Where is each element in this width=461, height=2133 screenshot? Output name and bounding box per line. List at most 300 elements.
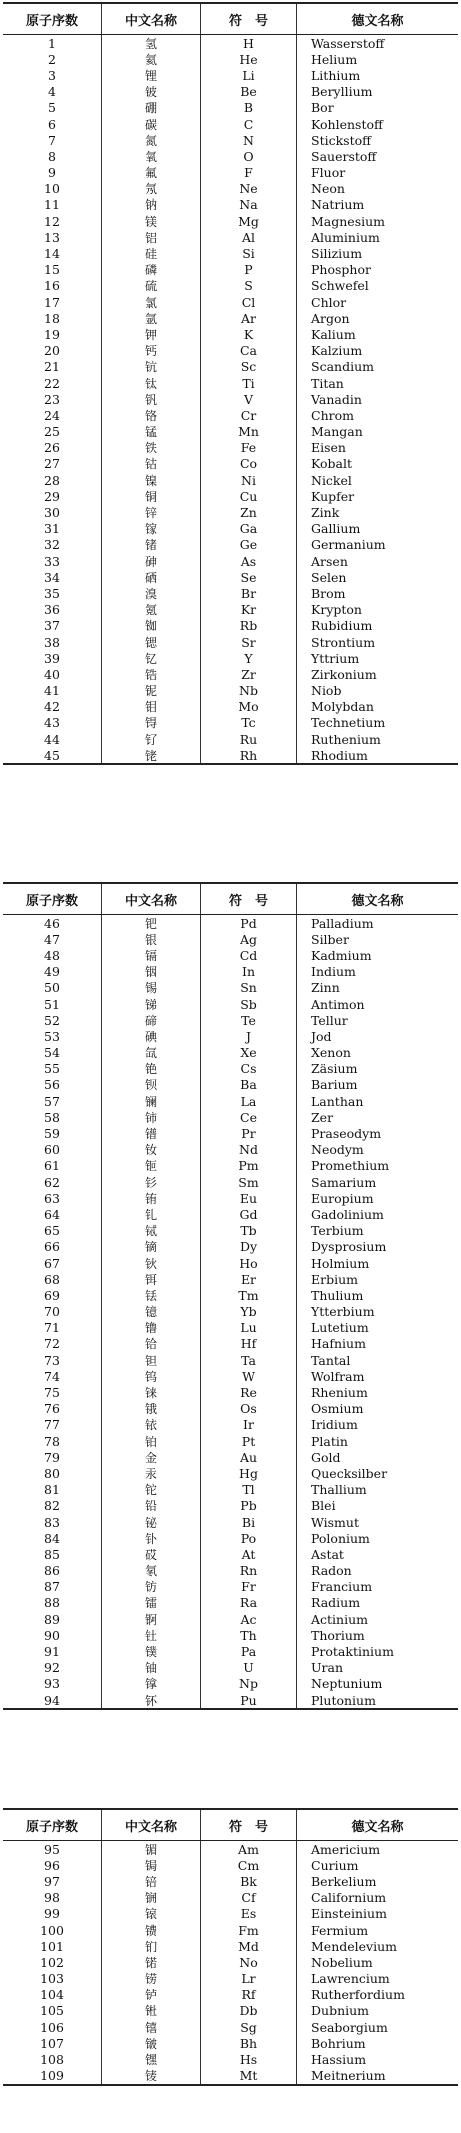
german-name-cell: Curium bbox=[311, 1857, 359, 1873]
german-name-cell: Kobalt bbox=[311, 456, 353, 472]
chinese-name-cell: 铱 bbox=[102, 1417, 201, 1433]
table-row bbox=[3, 1223, 458, 1239]
table-row bbox=[3, 980, 458, 996]
german-name-cell: Dysprosium bbox=[311, 1239, 387, 1255]
symbol-cell: Ca bbox=[201, 343, 297, 359]
symbol-cell: Re bbox=[201, 1384, 297, 1400]
atomic-number-cell: 35 bbox=[3, 585, 102, 601]
german-name-cell: Silizium bbox=[311, 246, 363, 262]
chinese-name-cell: 钬 bbox=[102, 1255, 201, 1271]
atomic-number-cell: 55 bbox=[3, 1061, 102, 1077]
german-name-cell: Schwefel bbox=[311, 278, 369, 294]
german-name-cell: Eisen bbox=[311, 440, 346, 456]
german-name-cell: Rubidium bbox=[311, 618, 373, 634]
german-name-cell: Silber bbox=[311, 931, 349, 947]
table-header-row bbox=[3, 884, 458, 915]
german-name-cell: Lithium bbox=[311, 67, 361, 83]
symbol-cell: N bbox=[201, 132, 297, 148]
german-name-cell: Zinn bbox=[311, 980, 340, 996]
atomic-number-cell: 97 bbox=[3, 1873, 102, 1889]
table-row bbox=[3, 569, 458, 585]
german-name-cell: Rutherfordium bbox=[311, 1987, 405, 2003]
symbol-cell: Br bbox=[201, 585, 297, 601]
atomic-number-cell: 51 bbox=[3, 996, 102, 1012]
atomic-number-cell: 34 bbox=[3, 569, 102, 585]
table-row bbox=[3, 1158, 458, 1174]
chinese-name-cell: 锘 bbox=[102, 1954, 201, 1970]
atomic-number-cell: 22 bbox=[3, 375, 102, 391]
symbol-cell: Mg bbox=[201, 213, 297, 229]
atomic-number-cell: 106 bbox=[3, 2019, 102, 2035]
symbol-cell: Ho bbox=[201, 1255, 297, 1271]
german-name-cell: Zer bbox=[311, 1109, 334, 1125]
table-row bbox=[3, 1239, 458, 1255]
chinese-name-cell: 钴 bbox=[102, 456, 201, 472]
symbol-cell: Zn bbox=[201, 504, 297, 520]
atomic-number-cell: 39 bbox=[3, 650, 102, 666]
chinese-name-cell: 钪 bbox=[102, 359, 201, 375]
symbol-cell: Cf bbox=[201, 1890, 297, 1906]
atomic-number-cell: 100 bbox=[3, 1922, 102, 1938]
table-row bbox=[3, 391, 458, 407]
chinese-name-cell: 钋 bbox=[102, 1530, 201, 1546]
german-name-cell: Stickstoff bbox=[311, 132, 372, 148]
german-name-cell: Rhodium bbox=[311, 747, 368, 763]
chinese-name-cell: 铀 bbox=[102, 1660, 201, 1676]
symbol-cell: Y bbox=[201, 650, 297, 666]
chinese-name-cell: 钾 bbox=[102, 326, 201, 342]
atomic-number-cell: 56 bbox=[3, 1077, 102, 1093]
table-row bbox=[3, 440, 458, 456]
symbol-cell: Cu bbox=[201, 488, 297, 504]
chinese-name-cell: 镨 bbox=[102, 1125, 201, 1141]
atomic-number-cell: 45 bbox=[3, 747, 102, 763]
table-row bbox=[3, 148, 458, 164]
symbol-cell: Pd bbox=[201, 915, 297, 931]
german-name-cell: Ytterbium bbox=[311, 1304, 375, 1320]
chinese-name-cell: 砷 bbox=[102, 553, 201, 569]
chinese-name-cell: 镧 bbox=[102, 1093, 201, 1109]
german-name-cell: Francium bbox=[311, 1579, 373, 1595]
symbol-cell: Mo bbox=[201, 699, 297, 715]
chinese-name-cell: 铯 bbox=[102, 1061, 201, 1077]
atomic-number-cell: 98 bbox=[3, 1890, 102, 1906]
atomic-number-cell: 81 bbox=[3, 1482, 102, 1498]
atomic-number-cell: 76 bbox=[3, 1401, 102, 1417]
german-name-cell: Wolfram bbox=[311, 1368, 365, 1384]
symbol-cell: Al bbox=[201, 229, 297, 245]
chinese-name-cell: 铒 bbox=[102, 1271, 201, 1287]
chinese-name-cell: 氩 bbox=[102, 310, 201, 326]
atomic-number-cell: 5 bbox=[3, 100, 102, 116]
atomic-number-cell: 24 bbox=[3, 407, 102, 423]
table-section-1 bbox=[3, 2, 458, 765]
atomic-number-cell: 102 bbox=[3, 1954, 102, 1970]
chinese-name-cell: 锇 bbox=[102, 1401, 201, 1417]
chinese-name-cell: 𬭶 bbox=[102, 2051, 201, 2067]
atomic-number-cell: 21 bbox=[3, 359, 102, 375]
table-row bbox=[3, 1938, 458, 1954]
german-name-cell: Radium bbox=[311, 1595, 361, 1611]
german-name-cell: Bor bbox=[311, 100, 334, 116]
german-name-cell: Uran bbox=[311, 1660, 344, 1676]
symbol-cell: Db bbox=[201, 2003, 297, 2019]
table-row bbox=[3, 585, 458, 601]
chinese-name-cell: 钒 bbox=[102, 391, 201, 407]
symbol-cell: Te bbox=[201, 1012, 297, 1028]
chinese-name-cell: 钌 bbox=[102, 731, 201, 747]
table-row bbox=[3, 1093, 458, 1109]
header-german-name: 德文名称 bbox=[351, 893, 404, 909]
symbol-cell: Ru bbox=[201, 731, 297, 747]
atomic-number-cell: 23 bbox=[3, 391, 102, 407]
chinese-name-cell: 铷 bbox=[102, 618, 201, 634]
chinese-name-cell: 溴 bbox=[102, 585, 201, 601]
atomic-number-cell: 99 bbox=[3, 1906, 102, 1922]
chinese-name-cell: 金 bbox=[102, 1449, 201, 1465]
atomic-number-cell: 84 bbox=[3, 1530, 102, 1546]
symbol-cell: Er bbox=[201, 1271, 297, 1287]
atomic-number-cell: 54 bbox=[3, 1045, 102, 1061]
symbol-cell: K bbox=[201, 326, 297, 342]
german-name-cell: Osmium bbox=[311, 1401, 364, 1417]
symbol-cell: Rh bbox=[201, 747, 297, 763]
table-row bbox=[3, 1971, 458, 1987]
symbol-cell: Fe bbox=[201, 440, 297, 456]
table-row bbox=[3, 537, 458, 553]
chinese-name-cell: 氡 bbox=[102, 1563, 201, 1579]
symbol-cell: Sm bbox=[201, 1174, 297, 1190]
german-name-cell: Helium bbox=[311, 51, 358, 67]
chinese-name-cell: 铪 bbox=[102, 1336, 201, 1352]
atomic-number-cell: 30 bbox=[3, 504, 102, 520]
header-symbol: 符 号 bbox=[201, 4, 297, 34]
atomic-number-cell: 49 bbox=[3, 964, 102, 980]
german-name-cell: Terbium bbox=[311, 1223, 364, 1239]
symbol-cell: Os bbox=[201, 1401, 297, 1417]
chinese-name-cell: 磷 bbox=[102, 262, 201, 278]
table-row bbox=[3, 699, 458, 715]
chinese-name-cell: 镭 bbox=[102, 1595, 201, 1611]
table-row bbox=[3, 278, 458, 294]
table-row bbox=[3, 1077, 458, 1093]
chinese-name-cell: 碘 bbox=[102, 1028, 201, 1044]
atomic-number-cell: 89 bbox=[3, 1611, 102, 1627]
chinese-name-cell: 𬬻 bbox=[102, 1987, 201, 2003]
symbol-cell: Bh bbox=[201, 2035, 297, 2051]
chinese-name-cell: 氙 bbox=[102, 1045, 201, 1061]
german-name-cell: Kalzium bbox=[311, 343, 363, 359]
atomic-number-cell: 73 bbox=[3, 1352, 102, 1368]
table-row bbox=[3, 1873, 458, 1889]
chinese-name-cell: 银 bbox=[102, 931, 201, 947]
atomic-number-cell: 72 bbox=[3, 1336, 102, 1352]
german-name-cell: Thulium bbox=[311, 1287, 364, 1303]
symbol-cell: Th bbox=[201, 1627, 297, 1643]
table-row bbox=[3, 1692, 458, 1708]
german-name-cell: Polonium bbox=[311, 1530, 370, 1546]
german-name-cell: Sauerstoff bbox=[311, 148, 377, 164]
symbol-cell: Pm bbox=[201, 1158, 297, 1174]
symbol-cell: Fm bbox=[201, 1922, 297, 1938]
chinese-name-cell: 铁 bbox=[102, 440, 201, 456]
table-row bbox=[3, 1045, 458, 1061]
table-row bbox=[3, 1611, 458, 1627]
german-name-cell: Tantal bbox=[311, 1352, 351, 1368]
chinese-name-cell: 铋 bbox=[102, 1514, 201, 1530]
chinese-name-cell: 钼 bbox=[102, 699, 201, 715]
chinese-name-cell: 铼 bbox=[102, 1384, 201, 1400]
atomic-number-cell: 108 bbox=[3, 2051, 102, 2067]
table-row bbox=[3, 472, 458, 488]
table-row bbox=[3, 1546, 458, 1562]
atomic-number-cell: 32 bbox=[3, 537, 102, 553]
symbol-cell: Rf bbox=[201, 1987, 297, 2003]
table-header-row bbox=[3, 4, 458, 35]
atomic-number-cell: 63 bbox=[3, 1190, 102, 1206]
symbol-cell: Tc bbox=[201, 715, 297, 731]
german-name-cell: Technetium bbox=[311, 715, 386, 731]
chinese-name-cell: 铝 bbox=[102, 229, 201, 245]
symbol-cell: Ge bbox=[201, 537, 297, 553]
symbol-cell: No bbox=[201, 1954, 297, 1970]
symbol-cell: Nd bbox=[201, 1142, 297, 1158]
german-name-cell: Kohlenstoff bbox=[311, 116, 383, 132]
symbol-cell: Pu bbox=[201, 1692, 297, 1708]
chinese-name-cell: 锑 bbox=[102, 996, 201, 1012]
chinese-name-cell: 硫 bbox=[102, 278, 201, 294]
chinese-name-cell: 氦 bbox=[102, 51, 201, 67]
header-chinese-name: 中文名称 bbox=[102, 884, 201, 914]
german-name-cell: Americium bbox=[311, 1841, 381, 1857]
atomic-number-cell: 43 bbox=[3, 715, 102, 731]
table-row bbox=[3, 197, 458, 213]
table-row bbox=[3, 407, 458, 423]
chinese-name-cell: 锶 bbox=[102, 634, 201, 650]
table-row bbox=[3, 618, 458, 634]
header-symbol: 符 号 bbox=[201, 884, 297, 914]
symbol-cell: Ar bbox=[201, 310, 297, 326]
german-name-cell: Platin bbox=[311, 1433, 348, 1449]
atomic-number-cell: 70 bbox=[3, 1304, 102, 1320]
table-row bbox=[3, 116, 458, 132]
symbol-cell: Ni bbox=[201, 472, 297, 488]
chinese-name-cell: 锂 bbox=[102, 67, 201, 83]
atomic-number-cell: 19 bbox=[3, 326, 102, 342]
table-row bbox=[3, 375, 458, 391]
symbol-cell: Rb bbox=[201, 618, 297, 634]
table-row bbox=[3, 1627, 458, 1643]
symbol-cell: J bbox=[201, 1028, 297, 1044]
german-name-cell: Wasserstoff bbox=[311, 35, 385, 51]
atomic-number-cell: 28 bbox=[3, 472, 102, 488]
atomic-number-cell: 20 bbox=[3, 343, 102, 359]
symbol-cell: Eu bbox=[201, 1190, 297, 1206]
symbol-cell: Na bbox=[201, 197, 297, 213]
symbol-cell: Hg bbox=[201, 1465, 297, 1481]
chinese-name-cell: 锌 bbox=[102, 504, 201, 520]
table-row bbox=[3, 1352, 458, 1368]
table-row bbox=[3, 964, 458, 980]
symbol-cell: Sc bbox=[201, 359, 297, 375]
chinese-name-cell: 钛 bbox=[102, 375, 201, 391]
atomic-number-cell: 16 bbox=[3, 278, 102, 294]
german-name-cell: Zäsium bbox=[311, 1061, 358, 1077]
table-row bbox=[3, 1206, 458, 1222]
chinese-name-cell: 铽 bbox=[102, 1223, 201, 1239]
atomic-number-cell: 53 bbox=[3, 1028, 102, 1044]
atomic-number-cell: 71 bbox=[3, 1320, 102, 1336]
chinese-name-cell: 铌 bbox=[102, 683, 201, 699]
header-chinese-name: 中文名称 bbox=[102, 1810, 201, 1840]
atomic-number-cell: 88 bbox=[3, 1595, 102, 1611]
table-row bbox=[3, 1012, 458, 1028]
atomic-number-cell: 59 bbox=[3, 1125, 102, 1141]
table-row bbox=[3, 1841, 458, 1857]
chinese-name-cell: 钨 bbox=[102, 1368, 201, 1384]
atomic-number-cell: 67 bbox=[3, 1255, 102, 1271]
atomic-number-cell: 42 bbox=[3, 699, 102, 715]
table-row bbox=[3, 181, 458, 197]
german-name-cell: Natrium bbox=[311, 197, 365, 213]
table-header-row bbox=[3, 1810, 458, 1841]
chinese-name-cell: 钠 bbox=[102, 197, 201, 213]
chinese-name-cell: 镱 bbox=[102, 1304, 201, 1320]
atomic-number-cell: 74 bbox=[3, 1368, 102, 1384]
atomic-number-cell: 82 bbox=[3, 1498, 102, 1514]
table-row bbox=[3, 1660, 458, 1676]
table-row bbox=[3, 456, 458, 472]
table-row bbox=[3, 504, 458, 520]
symbol-cell: Ga bbox=[201, 521, 297, 537]
symbol-cell: Rn bbox=[201, 1563, 297, 1579]
german-name-cell: Lanthan bbox=[311, 1093, 364, 1109]
symbol-cell: B bbox=[201, 100, 297, 116]
table-row bbox=[3, 553, 458, 569]
table-row bbox=[3, 488, 458, 504]
german-name-cell: Magnesium bbox=[311, 213, 386, 229]
german-name-cell: Gadolinium bbox=[311, 1206, 384, 1222]
table-row bbox=[3, 326, 458, 342]
header-german-name: 德文名称 bbox=[351, 13, 404, 29]
symbol-cell: W bbox=[201, 1368, 297, 1384]
table-row bbox=[3, 1514, 458, 1530]
symbol-cell: Au bbox=[201, 1449, 297, 1465]
atomic-number-cell: 64 bbox=[3, 1206, 102, 1222]
chinese-name-cell: 铥 bbox=[102, 1287, 201, 1303]
atomic-number-cell: 105 bbox=[3, 2003, 102, 2019]
chinese-name-cell: 钍 bbox=[102, 1627, 201, 1643]
german-name-cell: Protaktinium bbox=[311, 1644, 394, 1660]
table-row bbox=[3, 666, 458, 682]
header-number: 原子序数 bbox=[3, 4, 102, 34]
german-name-cell: Promethium bbox=[311, 1158, 390, 1174]
table-row bbox=[3, 213, 458, 229]
german-name-cell: Tellur bbox=[311, 1012, 348, 1028]
atomic-number-cell: 85 bbox=[3, 1546, 102, 1562]
chinese-name-cell: 铅 bbox=[102, 1498, 201, 1514]
table-row bbox=[3, 2019, 458, 2035]
symbol-cell: Hf bbox=[201, 1336, 297, 1352]
german-name-cell: Astat bbox=[311, 1546, 344, 1562]
symbol-cell: Ne bbox=[201, 181, 297, 197]
table-row bbox=[3, 947, 458, 963]
atomic-number-cell: 92 bbox=[3, 1660, 102, 1676]
symbol-cell: F bbox=[201, 165, 297, 181]
table-row bbox=[3, 1271, 458, 1287]
german-name-cell: Hassium bbox=[311, 2052, 367, 2068]
symbol-cell: Fr bbox=[201, 1579, 297, 1595]
symbol-cell: Ti bbox=[201, 375, 297, 391]
header-chinese-name: 中文名称 bbox=[102, 4, 201, 34]
atomic-number-cell: 25 bbox=[3, 424, 102, 440]
table-row bbox=[3, 51, 458, 67]
symbol-cell: H bbox=[201, 35, 297, 51]
german-name-cell: Ruthenium bbox=[311, 731, 381, 747]
chinese-name-cell: 氟 bbox=[102, 165, 201, 181]
german-name-cell: Krypton bbox=[311, 602, 362, 618]
atomic-number-cell: 38 bbox=[3, 634, 102, 650]
symbol-cell: Pb bbox=[201, 1498, 297, 1514]
german-name-cell: Holmium bbox=[311, 1255, 370, 1271]
german-name-cell: Mangan bbox=[311, 424, 363, 440]
symbol-cell: Nb bbox=[201, 683, 297, 699]
chinese-name-cell: 镄 bbox=[102, 1922, 201, 1938]
atomic-number-cell: 14 bbox=[3, 245, 102, 261]
atomic-number-cell: 109 bbox=[3, 2068, 102, 2084]
atomic-number-cell: 101 bbox=[3, 1938, 102, 1954]
table-row bbox=[3, 1987, 458, 2003]
chinese-name-cell: 氧 bbox=[102, 148, 201, 164]
symbol-cell: Cd bbox=[201, 947, 297, 963]
german-name-cell: Erbium bbox=[311, 1271, 359, 1287]
chinese-name-cell: 钡 bbox=[102, 1077, 201, 1093]
chinese-name-cell: 镥 bbox=[102, 1320, 201, 1336]
table-row bbox=[3, 1109, 458, 1125]
chinese-name-cell: 钇 bbox=[102, 650, 201, 666]
german-name-cell: Europium bbox=[311, 1190, 374, 1206]
symbol-cell: Cr bbox=[201, 407, 297, 423]
table-row bbox=[3, 915, 458, 931]
chinese-name-cell: 硅 bbox=[102, 245, 201, 261]
chinese-name-cell: 镝 bbox=[102, 1239, 201, 1255]
table-row bbox=[3, 1061, 458, 1077]
chinese-name-cell: 𬭊 bbox=[102, 2003, 201, 2019]
table-row bbox=[3, 1125, 458, 1141]
chinese-name-cell: 钆 bbox=[102, 1206, 201, 1222]
atomic-number-cell: 36 bbox=[3, 602, 102, 618]
german-name-cell: Titan bbox=[311, 375, 344, 391]
table-row bbox=[3, 1857, 458, 1873]
symbol-cell: Si bbox=[201, 245, 297, 261]
symbol-cell: Ce bbox=[201, 1109, 297, 1125]
german-name-cell: Chrom bbox=[311, 407, 354, 423]
table-row bbox=[3, 245, 458, 261]
atomic-number-cell: 11 bbox=[3, 197, 102, 213]
symbol-cell: Cs bbox=[201, 1061, 297, 1077]
atomic-number-cell: 9 bbox=[3, 165, 102, 181]
chinese-name-cell: 钷 bbox=[102, 1158, 201, 1174]
chinese-name-cell: 钐 bbox=[102, 1174, 201, 1190]
chinese-name-cell: 锫 bbox=[102, 1873, 201, 1889]
symbol-cell: Mt bbox=[201, 2068, 297, 2084]
german-name-cell: Lutetium bbox=[311, 1320, 369, 1336]
chinese-name-cell: 锗 bbox=[102, 537, 201, 553]
table-row bbox=[3, 229, 458, 245]
atomic-number-cell: 31 bbox=[3, 521, 102, 537]
atomic-number-cell: 47 bbox=[3, 931, 102, 947]
table-row bbox=[3, 1142, 458, 1158]
